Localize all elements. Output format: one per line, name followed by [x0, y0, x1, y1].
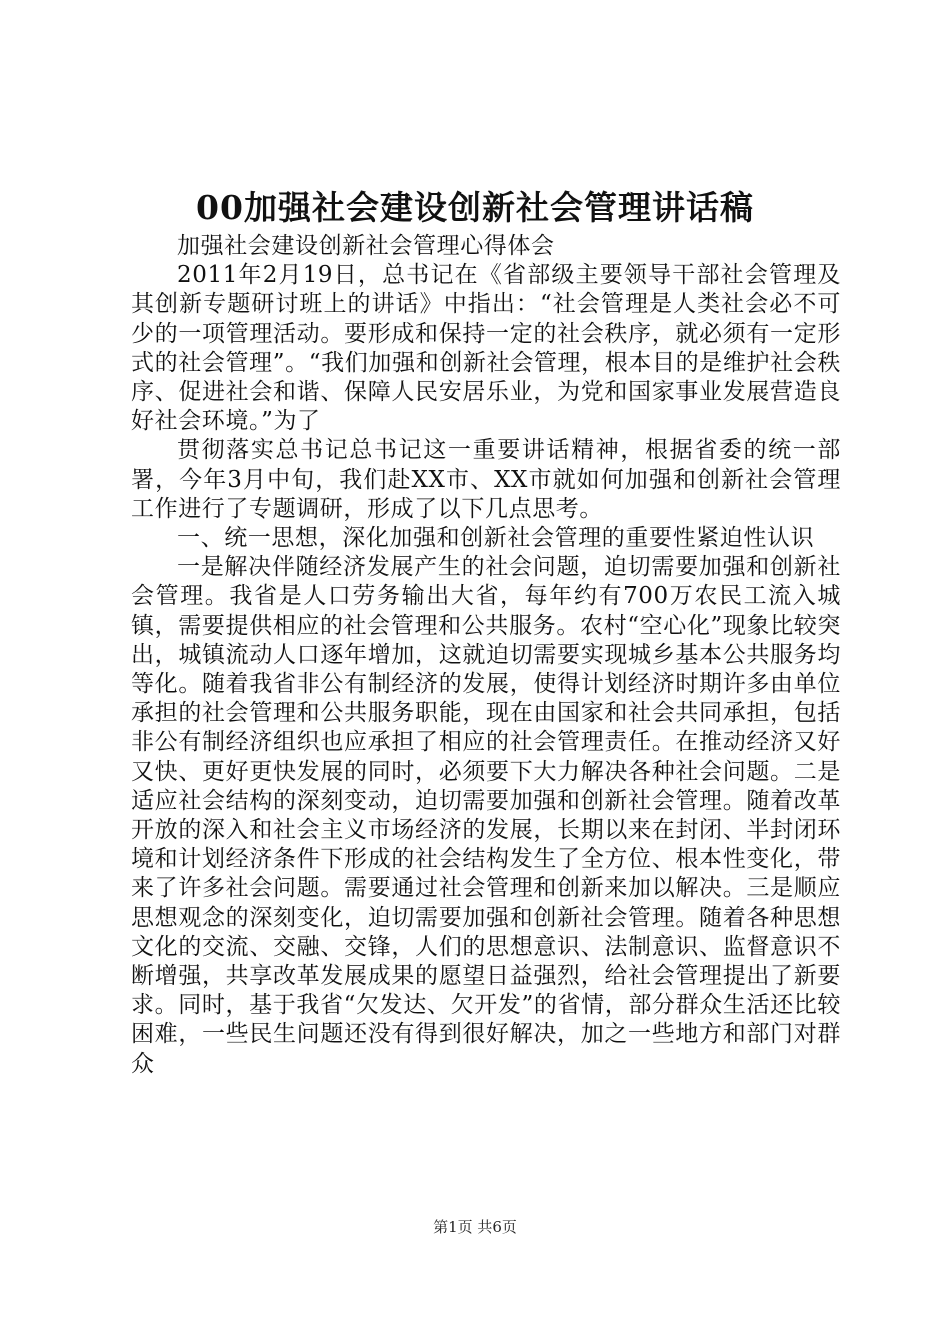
body-paragraph: 一是解决伴随经济发展产生的社会问题，迫切需要加强和创新社会管理。我省是人口劳务输出大省，每年约有700万农民工流入城镇，需要提供相应的社会管理和公共服务。农村“空心化”现象比较突出，城镇流动人口逐年增加，这就迫切需要实现城乡基本公共服务均等化。随着我省非公有制经济的发展，使得计划经济时期许多由单位承担的社会管理和公共服务职能，现在由国家和社会共同承担，包括非公有制经济组织也应承担了相应的社会管理责任。在推动经济又好又快、更好更快发展的同时，必须要下大力解决各种社会问题。二是适应社会结构的深刻变动，迫切需要加强和创新社会管理。随着改革开放的深入和社会主义市场经济的发展，长期以来在封闭、半封闭环境和计划经济条件下形成的社会结构发生了全方位、根本性变化，带来了许多社会问题。需要通过社会管理和创新来加以解决。三是顺应思想观念的深刻变化，迫切需要加强和创新社会管理。随着各种思想文化的交流、交融、交锋，人们的思想意识、法制意识、监督意识不断增强，共享改革发展成果的愿望日益强烈，给社会管理提出了新要求。同时，基于我省“欠发达、欠开发”的省情，部分群众生活还比较困难，一些民生问题还没有得到很好解决，加之一些地方和部门对群众	[131, 554, 841, 1077]
body-paragraph: 2011年2月19日，总书记在《省部级主要领导干部社会管理及其创新专题研讨班上的讲话》中指出：“社会管理是人类社会必不可少的一项管理活动。要形成和保持一定的社会秩序，就必须有一定形式的社会管理”。“我们加强和创新社会管理，根本目的是维护社会秩序、促进社会和谐、保障人民安居乐业，为党和国家事业发展营造良好社会环境。”为了	[131, 262, 841, 435]
document-body	[131, 232, 841, 1079]
body-paragraph: 贯彻落实总书记总书记这一重要讲话精神，根据省委的统一部署，今年3月中旬，我们赴XX市、XX市就如何加强和创新社会管理工作进行了专题调研，形成了以下几点思考。	[131, 437, 841, 522]
section-heading: 一、统一思想，深化加强和创新社会管理的重要性紧迫性认识	[177, 525, 815, 552]
subtitle-paragraph: 加强社会建设创新社会管理心得体会	[177, 233, 555, 259]
page-footer: 第1页 共6页	[433, 1218, 517, 1236]
document-title: 00加强社会建设创新社会管理讲话稿	[196, 188, 754, 227]
